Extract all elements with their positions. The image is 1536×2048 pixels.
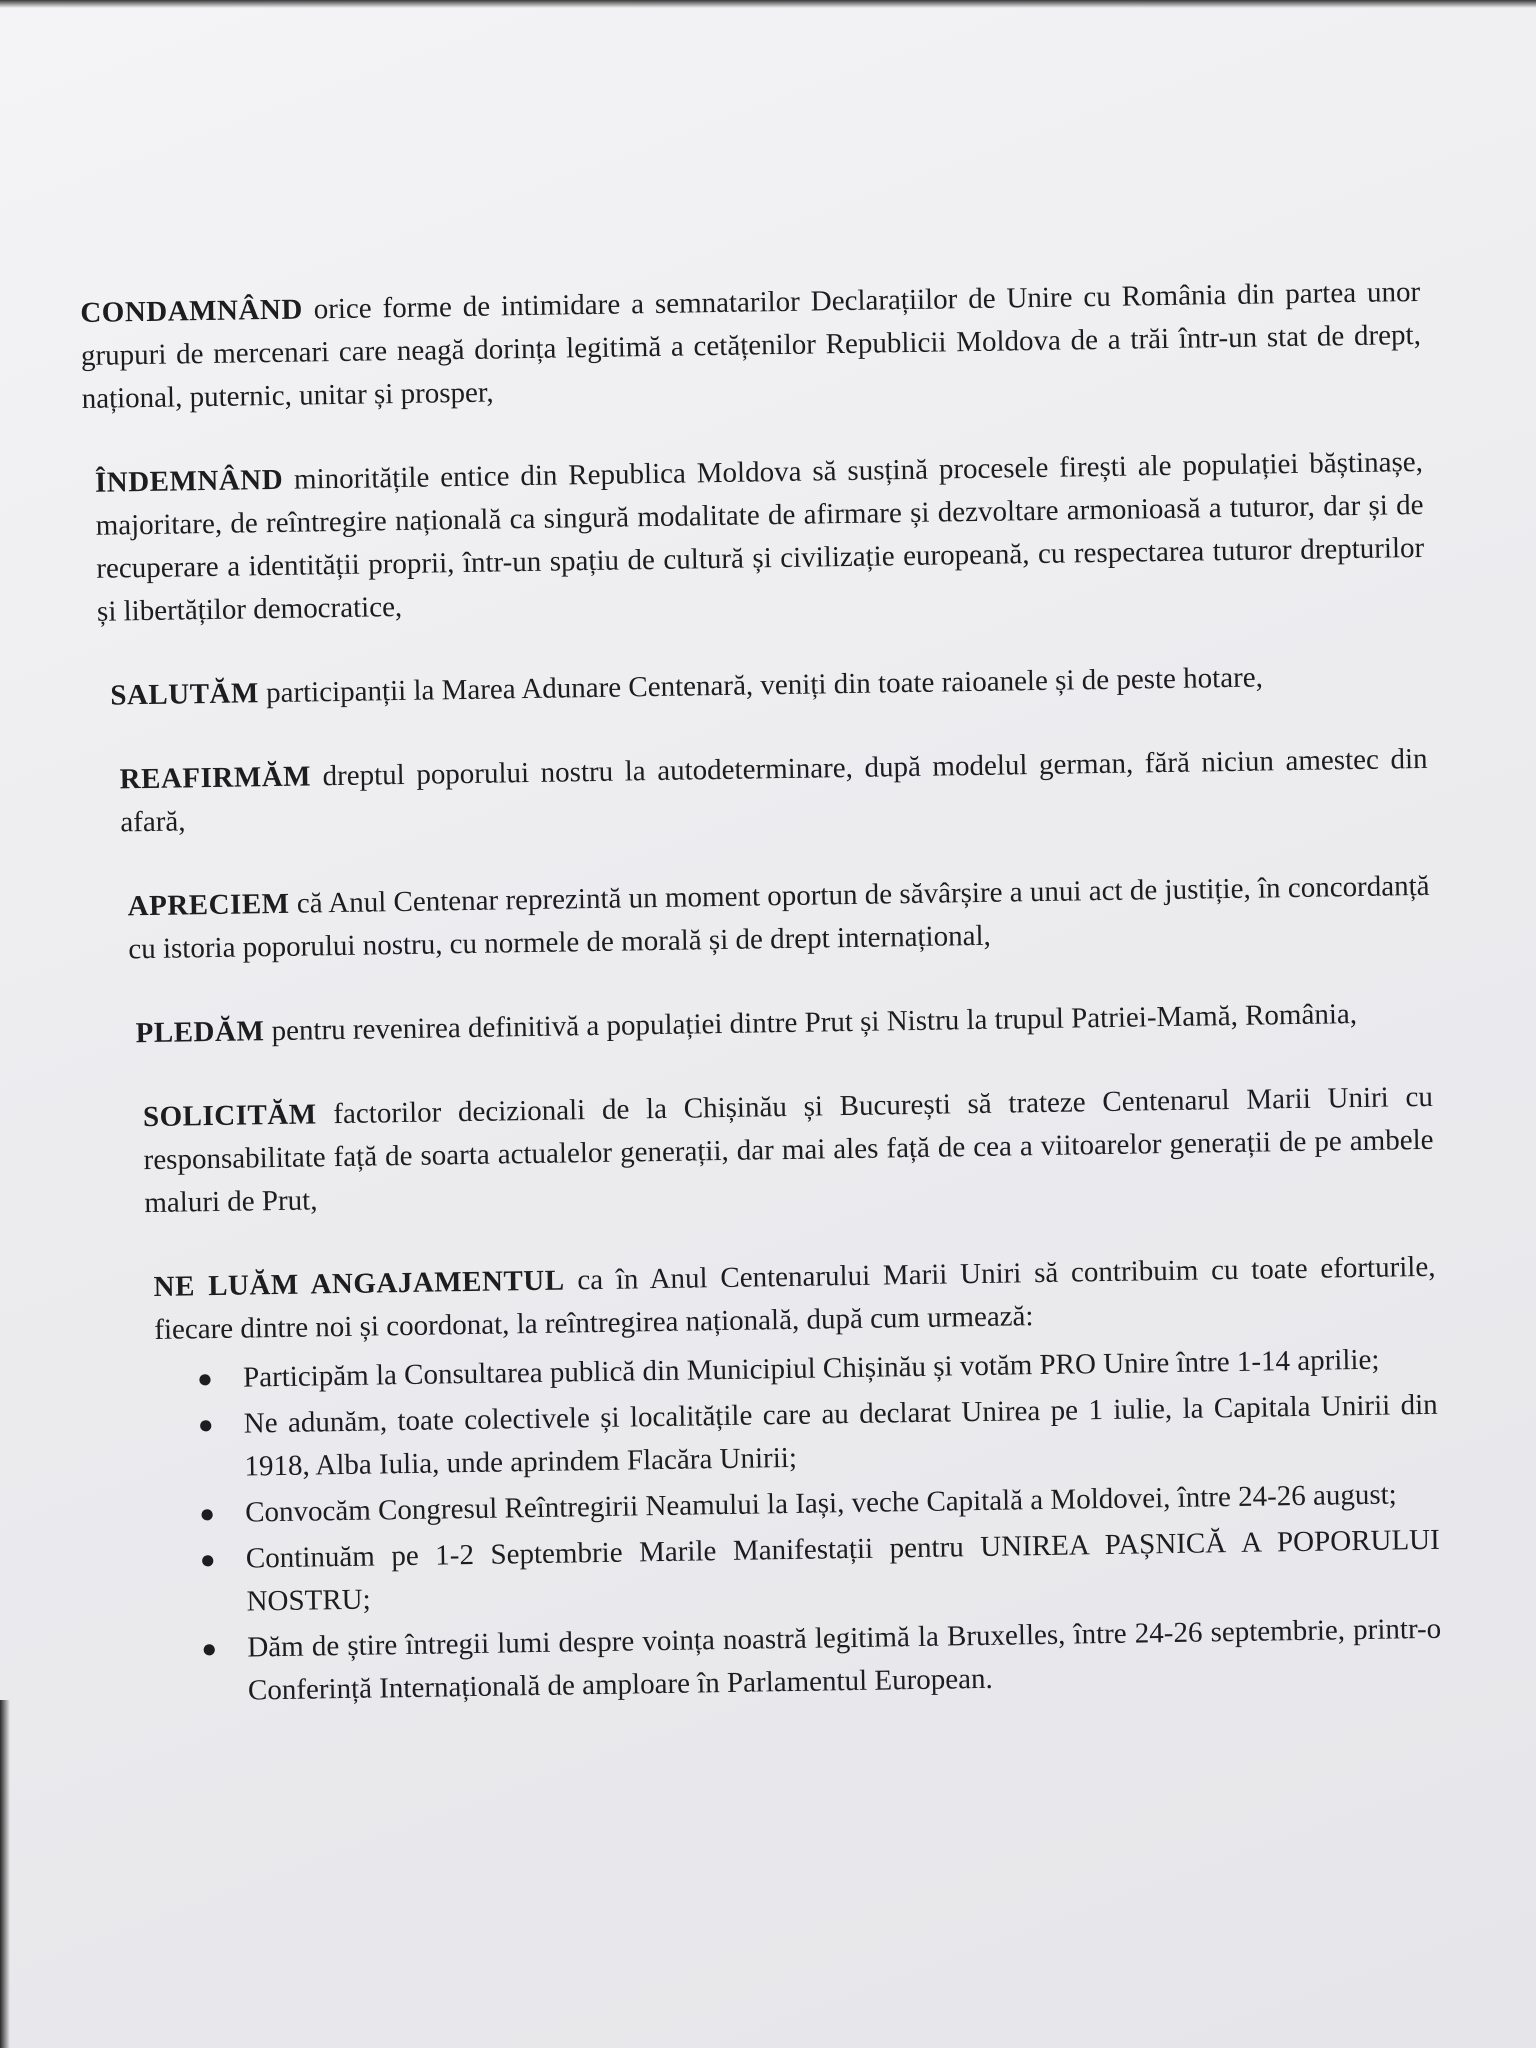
list-item <box>201 1608 1442 1713</box>
paragraph-reafirmam <box>119 738 1428 845</box>
list-item-text: Convocăm Congresul Reîntregirii Neamului la Iași, veche Capitală a Moldovei, între 24-26 august; <box>244 1478 1397 1529</box>
paragraph-text: dreptul poporului nostru la autodeterminare, după modelul german, fără niciun amestec din afară, <box>120 742 1428 839</box>
paragraph-text: că Anul Centenar reprezintă un moment oportun de săvârșire a unui act de justiție, în concordanță cu istoria poporului nostru, cu normele de morală și de drept internațional, <box>128 869 1430 966</box>
paragraph-keyword: APRECIEM <box>127 887 290 923</box>
paragraph-apreciem <box>127 865 1430 971</box>
paragraph-keyword: CONDAMNÂND <box>80 293 304 329</box>
paragraph-keyword: REAFIRMĂM <box>119 760 312 796</box>
paragraph-salutam <box>110 654 1427 718</box>
paragraph-text: minoritățile entice din Republica Moldova să susțină procesele firești ale populației băștinașe, majoritare, de reîntregire națională ca singură modalitate de afirmare și dezvoltare armonioasă a tuturor, dar și de recuperare a identității proprii, într-un spațiu de cultură și civilizație europeană, cu respectarea tuturor drepturilor și libertăților democratice, <box>95 445 1425 628</box>
paragraph-condamnand <box>80 271 1422 421</box>
list-item-text: Dăm de știre întregii lumi despre voința noastră legitimă la Bruxelles, între 24-26 septembrie, printr-o Conferință Internațională de amploare în Parlamentul European. <box>247 1612 1442 1707</box>
list-item-text: Participăm la Consultarea publică din Municipiul Chișinău și votăm PRO Unire între 1-14 aprilie; <box>242 1343 1380 1394</box>
bullet-icon: ● <box>197 1410 214 1440</box>
paragraph-pledam <box>135 992 1432 1055</box>
bullet-icon: ● <box>199 1545 216 1575</box>
bullet-icon: ● <box>201 1634 218 1664</box>
declaration-body <box>80 271 1442 1718</box>
list-item <box>200 1519 1441 1624</box>
top-edge-shadow <box>0 0 1536 8</box>
paragraph-keyword: ÎNDEMNÂND <box>94 463 284 499</box>
paragraph-angajament <box>153 1246 1436 1352</box>
paragraph-keyword: PLEDĂM <box>135 1015 265 1050</box>
paragraph-text: factorilor decizionali de la Chișinău și București să trateze Centenarul Marii Uniri cu responsabilitate față de soarta actualelor generații, dar mai ales față de cea a viitoarelor generații de pe ambele maluri de Prut, <box>143 1080 1434 1220</box>
paragraph-indemnand <box>95 441 1426 634</box>
paragraph-text: pentru revenirea definitivă a populației dintre Prut și Nistru la trupul Patriei-Mamă, România, <box>264 998 1358 1048</box>
paragraph-text: ca în Anul Centenarului Marii Uniri să contribuim cu toate eforturile, fiecare dintre noi și coordonat, la reîntregirea națională, după cum urmează: <box>154 1250 1436 1346</box>
paragraph-text: participanții la Marea Adunare Centenară, veniți din toate raioanele și de peste hotare, <box>258 661 1264 710</box>
left-edge-shadow <box>0 1700 10 2048</box>
list-item <box>197 1384 1438 1489</box>
commitments-list <box>197 1338 1442 1713</box>
paragraph-keyword: SALUTĂM <box>110 677 260 712</box>
bullet-icon: ● <box>196 1364 214 1394</box>
paragraph-text: orice forme de intimidare a semnatarilor Declarațiilor de Unire cu România din partea unor grupuri de mercenari care neagă dorința legitimă a cetățenilor Republicii Moldova de a trăi într-un stat de drept, național, puternic, unitar și prosper, <box>80 275 1422 415</box>
paragraph-keyword: SOLICITĂM <box>142 1098 317 1134</box>
paragraph-keyword: NE LUĂM ANGAJAMENTUL <box>153 1264 565 1303</box>
bullet-icon: ● <box>198 1499 216 1529</box>
list-item-text: Ne adunăm, toate colectivele și localitățile care au declarat Unirea pe 1 iulie, la Capitala Unirii din 1918, Alba Iulia, unde aprindem Flacăra Unirii; <box>243 1388 1438 1483</box>
list-item-text: Continuăm pe 1-2 Septembrie Marile Manifestații pentru UNIREA PAȘNICĂ A POPORULUI NOSTRU; <box>245 1523 1441 1618</box>
paragraph-solicitam <box>143 1076 1435 1225</box>
